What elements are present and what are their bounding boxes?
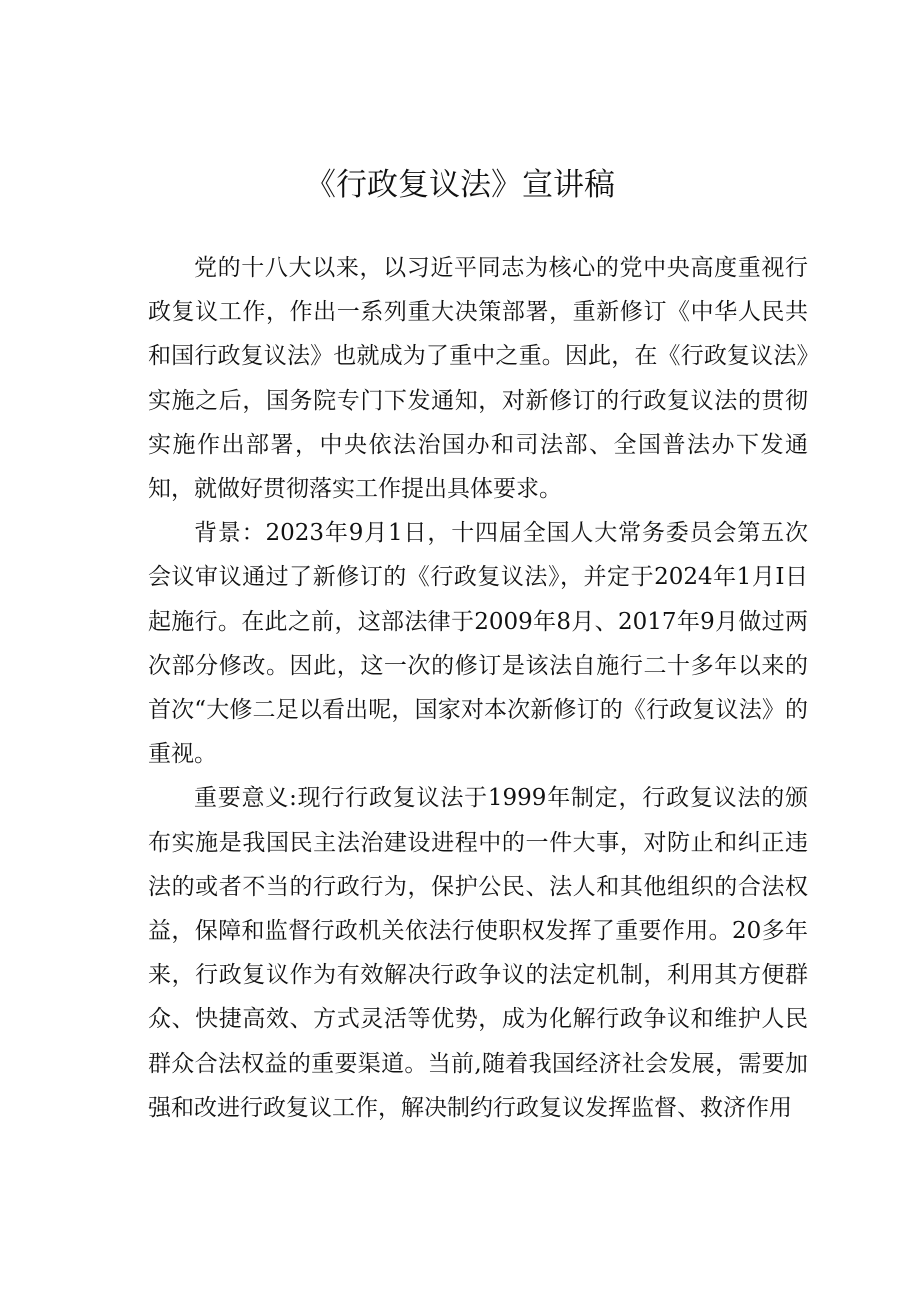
paragraph-significance: 重要意义:现行行政复议法于1999年制定，行政复议法的颁布实施是我国民主法治建设进程中的一件大事，对防止和纠正违法的或者不当的行政行为，保护公民、法人和其他组织的合法权益，保障和监督行政机关依法行使职权发挥了重要作用。20多年来，行政复议作为有效解决行政争议的法定机制，利用其方便群众、快捷高效、方式灵活等优势，成为化解行政争议和维护人民群众合法权益的重要渠道。当前,随着我国经济社会发展，需要加强和改进行政复议工作，解决制约行政复议发挥监督、救济作用 xyxy=(148,785,808,1121)
paragraph-background: 背景：2023年9月1日，十四届全国人大常务委员会第五次会议审议通过了新修订的《行政复议法》，并定于2024年1月I日起施行。在此之前，这部法律于2009年8月、2017年9月做过两次部分修改。因此，这一次的修订是该法自施行二十多年以来的首次“大修二足以看出呢，国家对本次新修订的《行政复议法》的重视。 xyxy=(148,520,808,768)
document-title: 《行政复议法》宣讲稿 xyxy=(305,167,615,203)
document-body xyxy=(148,246,808,1130)
paragraph-intro: 党的十八大以来，以习近平同志为核心的党中央高度重视行政复议工作，作出一系列重大决策部署，重新修订《中华人民共和国行政复议法》也就成为了重中之重。因此，在《行政复议法》实施之后，国务院专门下发通知，对新修订的行政复议法的贯彻实施作出部署，中央依法治国办和司法部、全国普法办下发通知，就做好贯彻落实工作提出具体要求。 xyxy=(148,255,808,503)
